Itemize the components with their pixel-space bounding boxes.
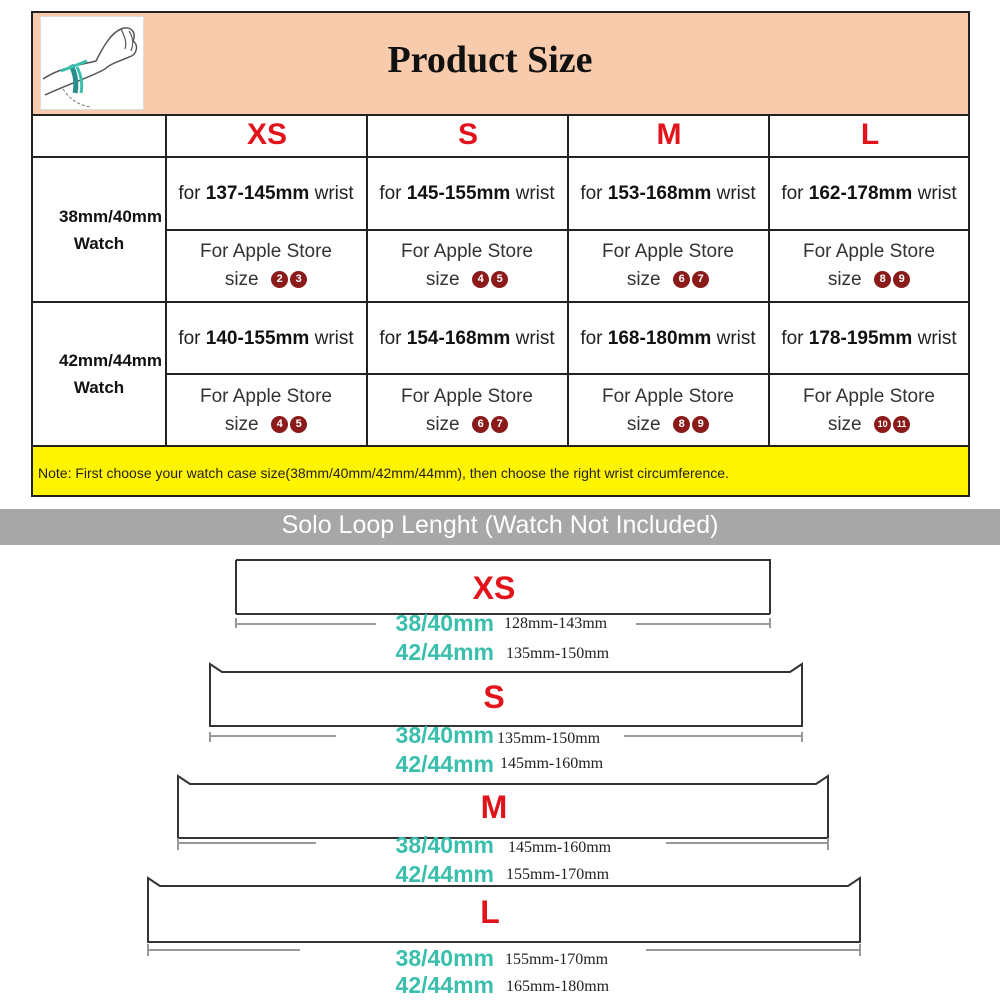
case-label: 42/44mm — [395, 639, 494, 665]
size-number-badge: 4 — [271, 416, 288, 433]
watch-label-38-40: 38mm/40mm Watch — [59, 207, 163, 253]
wrist-cell: for 168-180mm wrist — [580, 328, 756, 349]
wrist-cell: for 145-155mm wrist — [379, 183, 555, 204]
wrist-cell: for 137-145mm wrist — [178, 183, 354, 204]
length-range: 135mm-150mm — [506, 645, 610, 662]
case-label: 38/40mm — [395, 945, 494, 971]
measure-line-xs — [236, 618, 770, 628]
size-number-badge: 8 — [874, 271, 891, 288]
size-header-m: M — [656, 118, 682, 151]
measure-line-m — [178, 838, 828, 850]
size-header-l: L — [860, 118, 880, 151]
watch-label-42-44: 42mm/44mm Watch — [59, 351, 163, 397]
case-label: 42/44mm — [395, 751, 494, 777]
band-size-s: S — [483, 679, 505, 715]
size-number-badge: 5 — [290, 416, 307, 433]
length-range: 145mm-160mm — [508, 839, 612, 856]
size-header-xs: XS — [246, 118, 288, 151]
wrist-cell: for 178-195mm wrist — [781, 328, 957, 349]
length-range: 165mm-180mm — [506, 978, 610, 995]
case-label: 42/44mm — [395, 972, 494, 998]
size-number-badge: 9 — [893, 271, 910, 288]
size-header-s: S — [457, 118, 478, 151]
length-range: 128mm-143mm — [504, 615, 608, 632]
apple-store-cell: For Apple Store size 10 11 — [802, 386, 936, 435]
product-size-title: Product Size — [387, 39, 593, 81]
apple-store-cell: For Apple Store size 8 9 — [601, 386, 735, 435]
apple-store-cell: For Apple Store size 6 7 — [601, 241, 735, 290]
wrist-cell: for 162-178mm wrist — [781, 183, 957, 204]
size-number-badge: 8 — [673, 416, 690, 433]
apple-store-cell: For Apple Store size 2 3 — [199, 241, 333, 290]
wrist-cell: for 140-155mm wrist — [178, 328, 354, 349]
size-number-badge: 5 — [491, 271, 508, 288]
size-number-badge: 11 — [893, 416, 910, 433]
band-size-xs: XS — [472, 570, 516, 606]
size-number-badge: 4 — [472, 271, 489, 288]
apple-store-cell: For Apple Store size 4 5 — [199, 386, 333, 435]
size-number-badge: 6 — [472, 416, 489, 433]
apple-store-cell: For Apple Store size 4 5 — [400, 241, 534, 290]
length-range: 145mm-160mm — [500, 755, 604, 772]
case-label: 38/40mm — [395, 610, 494, 636]
case-label: 38/40mm — [395, 722, 494, 748]
band-size-l: L — [480, 894, 500, 930]
apple-store-cell: For Apple Store size 6 7 — [400, 386, 534, 435]
note-text: Note: First choose your watch case size(38mm/40mm/42mm/44mm), then choose the right wrist circumference. — [38, 465, 729, 481]
size-number-badge: 7 — [491, 416, 508, 433]
solo-loop-title: Solo Loop Lenght (Watch Not Included) — [281, 511, 719, 539]
case-label: 38/40mm — [395, 832, 494, 858]
size-number-badge: 9 — [692, 416, 709, 433]
length-range: 155mm-170mm — [506, 866, 610, 883]
size-number-badge: 7 — [692, 271, 709, 288]
apple-store-cell: For Apple Store size 8 9 — [802, 241, 936, 290]
wrist-cell: for 153-168mm wrist — [580, 183, 756, 204]
size-number-badge: 6 — [673, 271, 690, 288]
band-size-m: M — [480, 789, 508, 825]
size-number-badge: 2 — [271, 271, 288, 288]
size-number-badge: 10 — [874, 416, 891, 433]
measure-line-l — [148, 944, 860, 956]
length-range: 135mm-150mm — [497, 730, 601, 747]
case-label: 42/44mm — [395, 861, 494, 887]
length-range: 155mm-170mm — [505, 951, 609, 968]
wrist-cell: for 154-168mm wrist — [379, 328, 555, 349]
size-number-badge: 3 — [290, 271, 307, 288]
